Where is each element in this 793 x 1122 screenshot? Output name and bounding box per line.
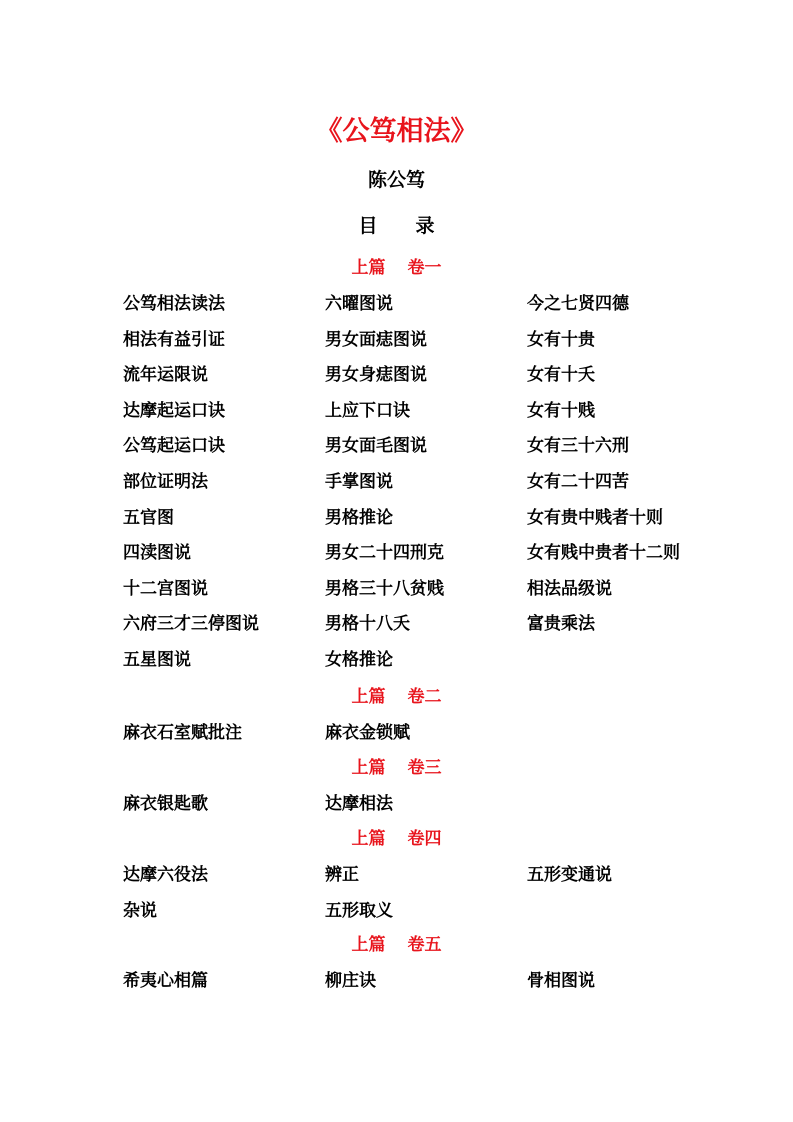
toc-entry: 女有十夭 (527, 365, 595, 386)
section-part: 上篇 (351, 758, 386, 778)
toc-entry: 相法有益引证 (123, 329, 225, 350)
section-part: 上篇 (351, 258, 386, 278)
toc-row (0, 896, 793, 926)
section-part: 上篇 (351, 829, 386, 849)
toc-entry: 辨正 (325, 865, 359, 885)
toc-heading (0, 211, 793, 241)
toc-entry: 男格十八夭 (325, 614, 410, 635)
toc-row (0, 609, 793, 639)
toc-entry: 男格三十八贫贱 (325, 578, 444, 599)
toc-row (0, 645, 793, 675)
toc-entry: 男女面毛图说 (325, 436, 427, 457)
toc-entry: 手掌图说 (325, 472, 393, 492)
toc-entry: 富贵乘法 (527, 614, 595, 635)
toc-entry: 麻衣金锁赋 (325, 723, 410, 743)
section-part: 上篇 (351, 935, 386, 955)
toc-row (0, 467, 793, 497)
toc-entry: 达摩六役法 (123, 865, 208, 885)
toc-entry: 达摩起运口诀 (123, 400, 225, 421)
section-volume: 卷一 (407, 258, 442, 278)
toc-row (0, 574, 793, 604)
toc-entry: 男格推论 (325, 507, 393, 528)
toc-entry: 柳庄诀 (325, 971, 376, 991)
author-name: 陈公笃 (367, 169, 425, 191)
toc-entry: 女有贵中贱者十则 (527, 507, 663, 528)
toc-entry: 十二宫图说 (123, 578, 208, 599)
toc-entry: 希夷心相篇 (123, 971, 208, 991)
toc-entry: 四渎图说 (123, 543, 191, 564)
toc-entry: 今之七贤四德 (527, 294, 629, 314)
toc-entry: 相法品级说 (527, 578, 612, 599)
toc-entry: 女格推论 (325, 650, 393, 670)
section-part: 上篇 (351, 687, 386, 707)
toc-entry: 骨相图说 (527, 971, 595, 991)
toc-row (0, 396, 793, 426)
section-title (0, 755, 793, 781)
toc-row (0, 860, 793, 890)
section-volume: 卷二 (407, 687, 442, 707)
toc-row (0, 289, 793, 319)
toc-entry: 部位证明法 (123, 472, 208, 492)
toc-entry: 六府三才三停图说 (123, 614, 259, 635)
toc-row (0, 718, 793, 748)
toc-row (0, 503, 793, 533)
toc-entry: 麻衣石室赋批注 (123, 723, 242, 743)
section-title (0, 255, 793, 281)
toc-entry: 五星图说 (123, 650, 191, 670)
section-volume: 卷五 (407, 935, 442, 955)
document-title: 《公笃相法》 (315, 116, 478, 147)
toc-entry: 女有二十四苦 (527, 472, 629, 492)
section-volume: 卷三 (407, 758, 442, 778)
toc-entry: 流年运限说 (123, 365, 208, 386)
toc-row (0, 360, 793, 390)
toc-entry: 上应下口诀 (325, 400, 410, 421)
toc-entry: 公笃相法读法 (123, 294, 225, 314)
section-volume: 卷四 (407, 829, 442, 849)
toc-row (0, 325, 793, 355)
toc-entry: 杂说 (123, 900, 157, 921)
toc-entry: 麻衣银匙歌 (123, 794, 208, 814)
toc-entry: 五形取义 (325, 900, 393, 921)
toc-entry: 五形变通说 (527, 865, 612, 885)
toc-heading-left: 目 (358, 215, 378, 237)
toc-entry: 五官图 (123, 507, 174, 528)
toc-row (0, 789, 793, 819)
toc-entry: 女有十贵 (527, 329, 595, 350)
toc-entry: 男女身痣图说 (325, 365, 427, 386)
toc-entry: 男女面痣图说 (325, 329, 427, 350)
toc-entry: 女有十贱 (527, 400, 595, 421)
section-title (0, 826, 793, 852)
toc-entry: 达摩相法 (325, 794, 393, 814)
toc-row (0, 538, 793, 568)
toc-entry: 男女二十四刑克 (325, 543, 444, 564)
toc-entry: 女有贱中贵者十二则 (527, 543, 680, 564)
section-title (0, 684, 793, 710)
toc-heading-right: 录 (415, 215, 435, 237)
toc-entry: 女有三十六刑 (527, 436, 629, 457)
toc-row (0, 966, 793, 996)
toc-entry: 六曜图说 (325, 294, 393, 314)
toc-entry: 公笃起运口诀 (123, 436, 225, 457)
section-title (0, 932, 793, 958)
toc-row (0, 431, 793, 461)
